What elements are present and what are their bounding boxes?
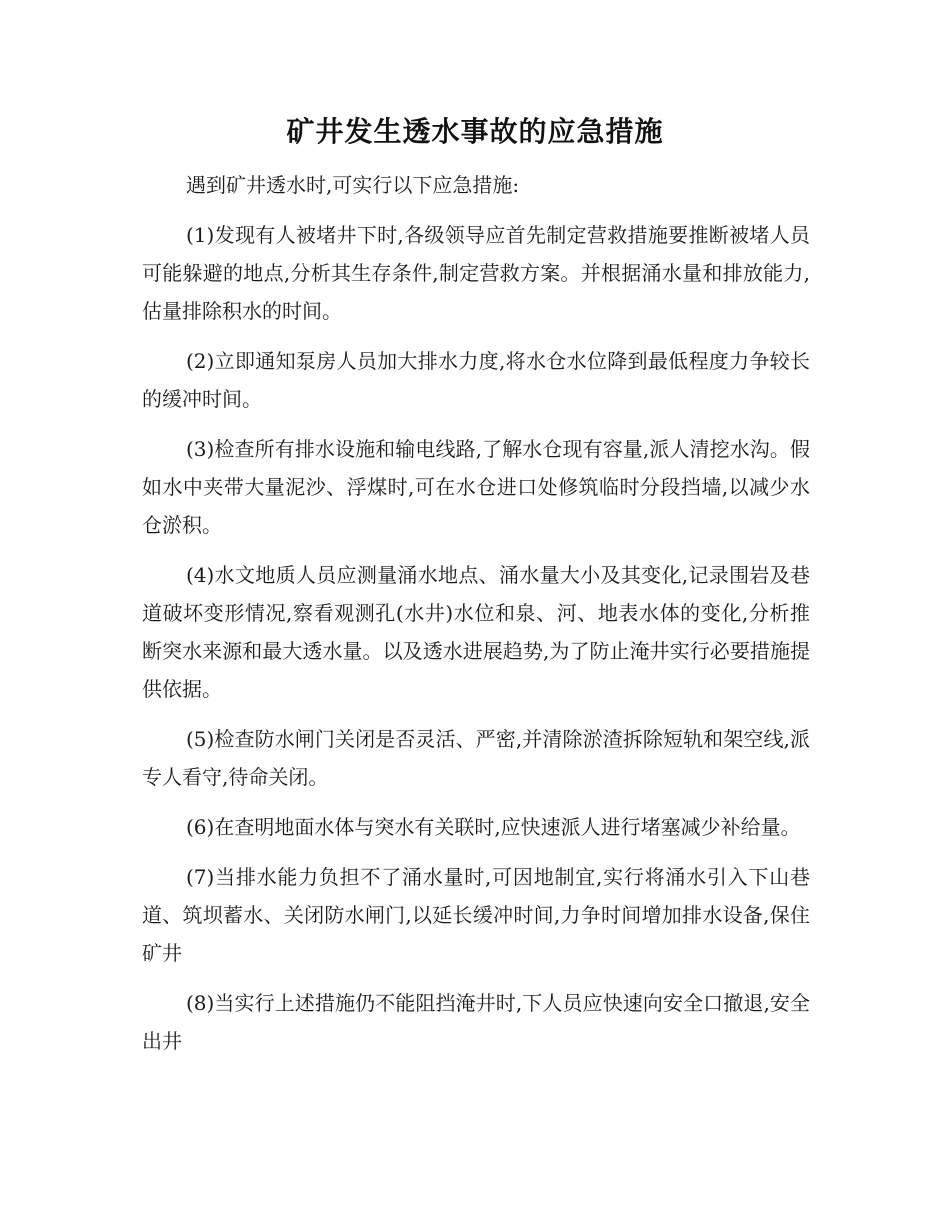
measure-item-4: (4)水文地质人员应测量涌水地点、涌水量大小及其变化,记录围岩及巷道破坏变形情况,察看观测孔(水井)水位和泉、河、地表水体的变化,分析推断突水来源和最大透水量。以及透水进展趋势,为了防止淹井实行必要措施提供依据。 (142, 563, 810, 701)
measure-item-5: (5)检查防水闸门关闭是否灵活、严密,并清除淤渣拆除短轨和架空线,派专人看守,待命关闭。 (142, 727, 810, 789)
measure-item-1: (1)发现有人被堵井下时,各级领导应首先制定营救措施要推断被堵人员可能躲避的地点,分析其生存条件,制定营救方案。并根据涌水量和排放能力,估量排除积水的时间。 (142, 223, 810, 323)
measure-item-3: (3)检查所有排水设施和输电线路,了解水仓现有容量,派人清挖水沟。假如水中夹带大量泥沙、浮煤时,可在水仓进口处修筑临时分段挡墙,以减少水仓淤积。 (142, 437, 810, 537)
measure-item-8: (8)当实行上述措施仍不能阻挡淹井时,下人员应快速向安全口撤退,安全出井 (142, 991, 810, 1053)
measure-item-2: (2)立即通知泵房人员加大排水力度,将水仓水位降到最低程度力争较长的缓冲时间。 (142, 349, 810, 411)
intro-paragraph: 遇到矿井透水时,可实行以下应急措施: (186, 173, 520, 197)
document-body (142, 166, 810, 1072)
measure-item-7: (7)当排水能力负担不了涌水量时,可因地制宜,实行将涌水引入下山巷道、筑坝蓄水、关闭防水闸门,以延长缓冲时间,力争时间增加排水设备,保住矿井 (142, 865, 810, 965)
measure-item-6: (6)在查明地面水体与突水有关联时,应快速派人进行堵塞减少补给量。 (186, 815, 801, 839)
document-title: 矿井发生透水事故的应急措施 (286, 115, 664, 148)
